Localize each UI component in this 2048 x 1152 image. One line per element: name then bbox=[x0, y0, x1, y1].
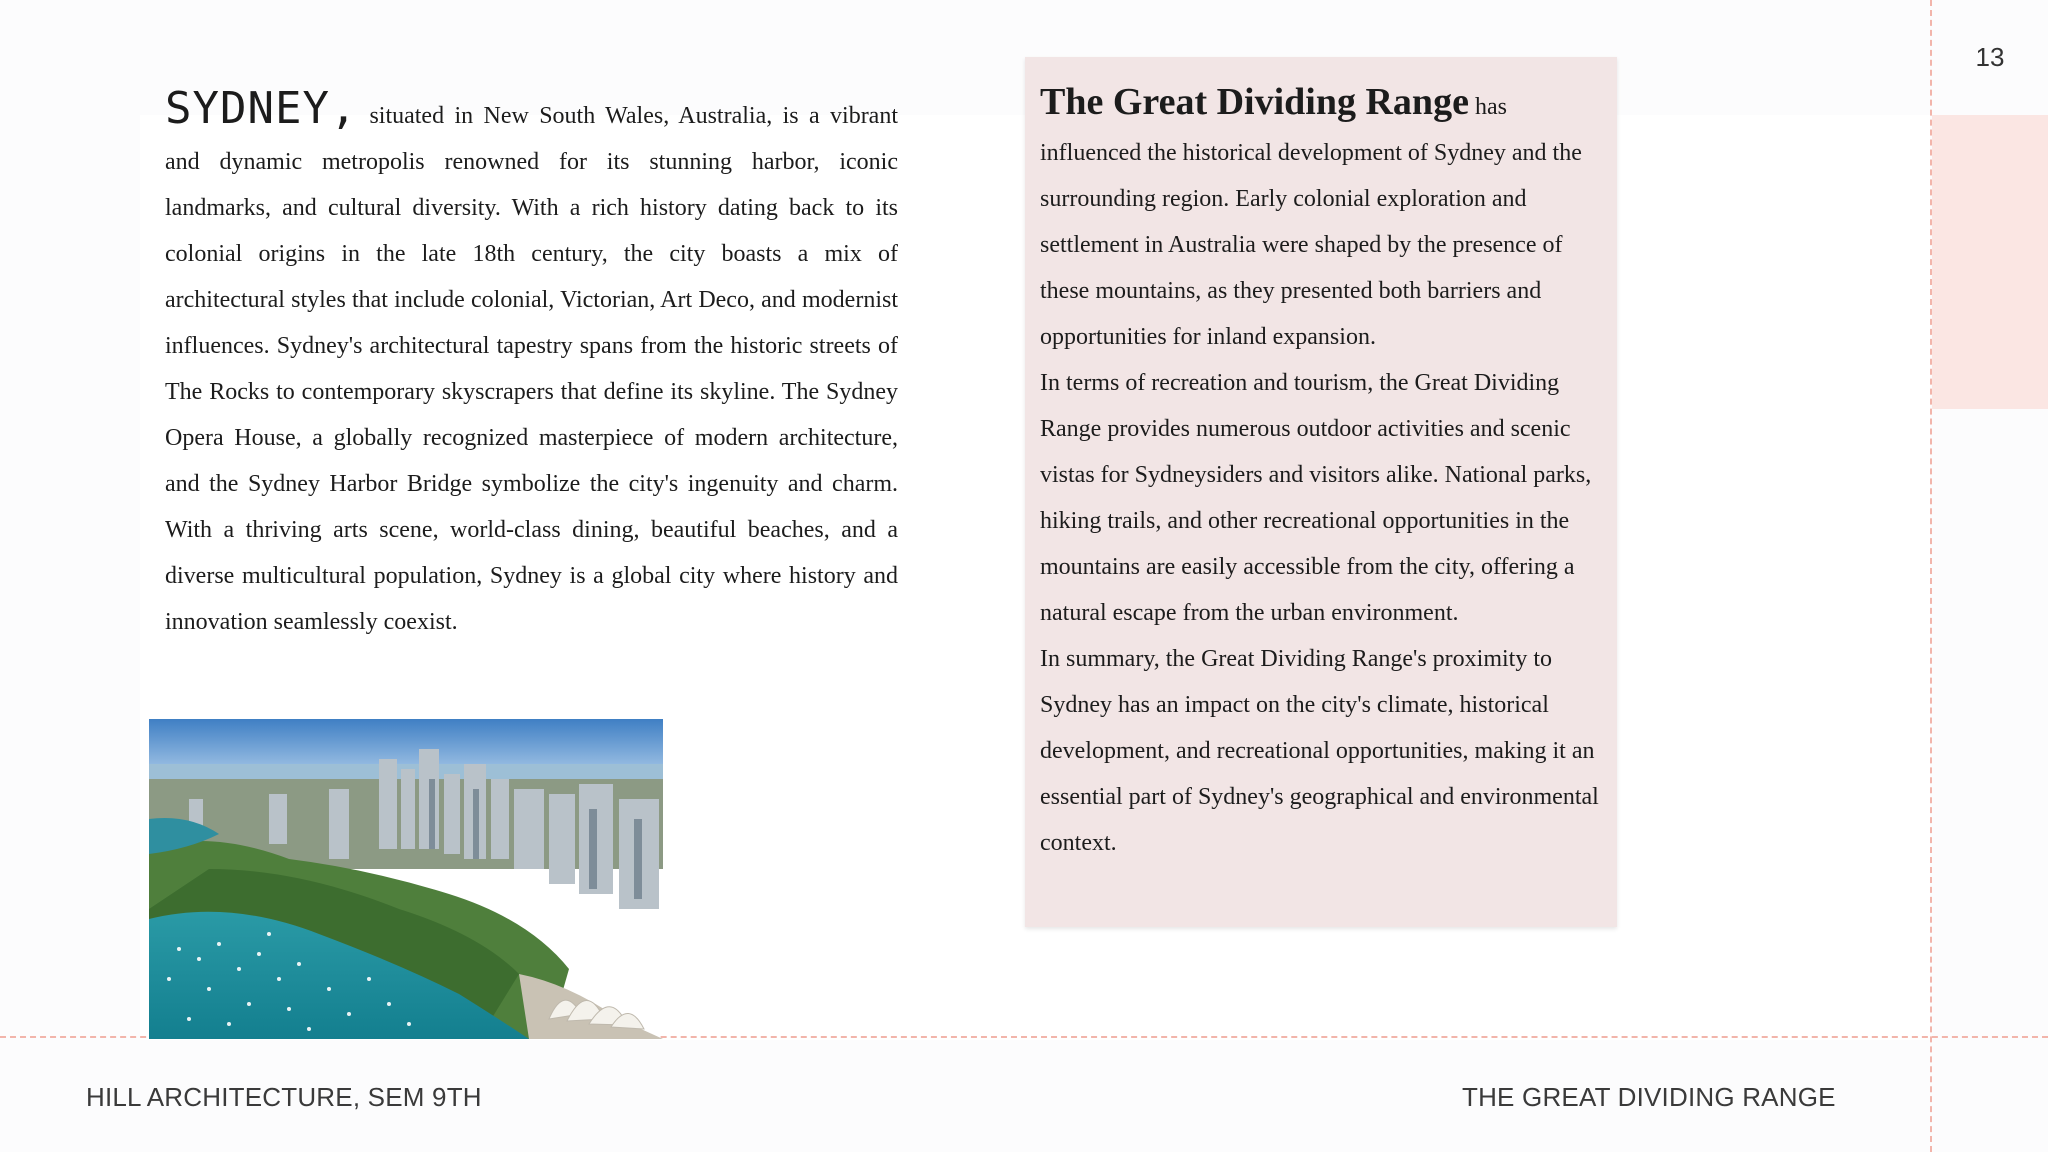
card-title-tail: has bbox=[1474, 94, 1507, 120]
pink-accent-block bbox=[1932, 115, 2048, 409]
sydney-harbour-illustration bbox=[149, 719, 663, 1039]
article-lead-word: SYDNEY, bbox=[165, 83, 358, 134]
article-text: situated in New South Wales, Australia, is a vibrant and dynamic metropolis renowned for its stunning harbor, iconic landmarks, and cultural diversity. With a rich history dating back to its colonial origins in the late 18th century, the city boasts a mix of architectural styles that include colonial, Victorian, Art Deco, and modernist influences. Sydney's architectural tapestry spans from the historic streets of The Rocks to contemporary skyscrapers that define its skyline. The Sydney Opera House, a globally recognized masterpiece of modern architecture, and the Sydney Harbor Bridge symbolize the city's ingenuity and charm. With a thriving arts scene, world-class dining, beautiful beaches, and a diverse multicultural population, Sydney is a global city where history and innovation seamlessly coexist. bbox=[165, 103, 898, 635]
card-paragraph-2: In terms of recreation and tourism, the Great Dividing Range provides numerous outdoor activities and scenic vistas for Sydneysiders and visitors alike. National parks, hiking trails, and other recreational opportunities in the mountains are easily accessible from the city, offering a natural escape from the urban environment. bbox=[1040, 370, 1592, 626]
sydney-aerial-photo bbox=[149, 719, 663, 1039]
great-dividing-range-card bbox=[1025, 57, 1617, 927]
sydney-article bbox=[165, 83, 898, 645]
footer-section-label: THE GREAT DIVIDING RANGE bbox=[1462, 1082, 1836, 1112]
vertical-dashed-guide bbox=[1930, 0, 1932, 1152]
card-paragraph-1 bbox=[1040, 79, 1610, 360]
page-number: 13 bbox=[1975, 42, 2005, 72]
card-paragraph-3: In summary, the Great Dividing Range's proximity to Sydney has an impact on the city's climate, historical development, and recreational opportunities, making it an essential part of Sydney's geographical and environmental context. bbox=[1040, 646, 1599, 856]
card-title: The Great Dividing Range bbox=[1040, 81, 1469, 123]
card-body bbox=[1040, 79, 1610, 866]
card-paragraph-1-text: influenced the historical development of Sydney and the surrounding region. Early colonial exploration and settlement in Australia were shaped by the presence of these mountains, as they presented both barriers and opportunities for inland expansion. bbox=[1040, 140, 1582, 350]
footer-course-label: HILL ARCHITECTURE, SEM 9TH bbox=[86, 1082, 482, 1112]
